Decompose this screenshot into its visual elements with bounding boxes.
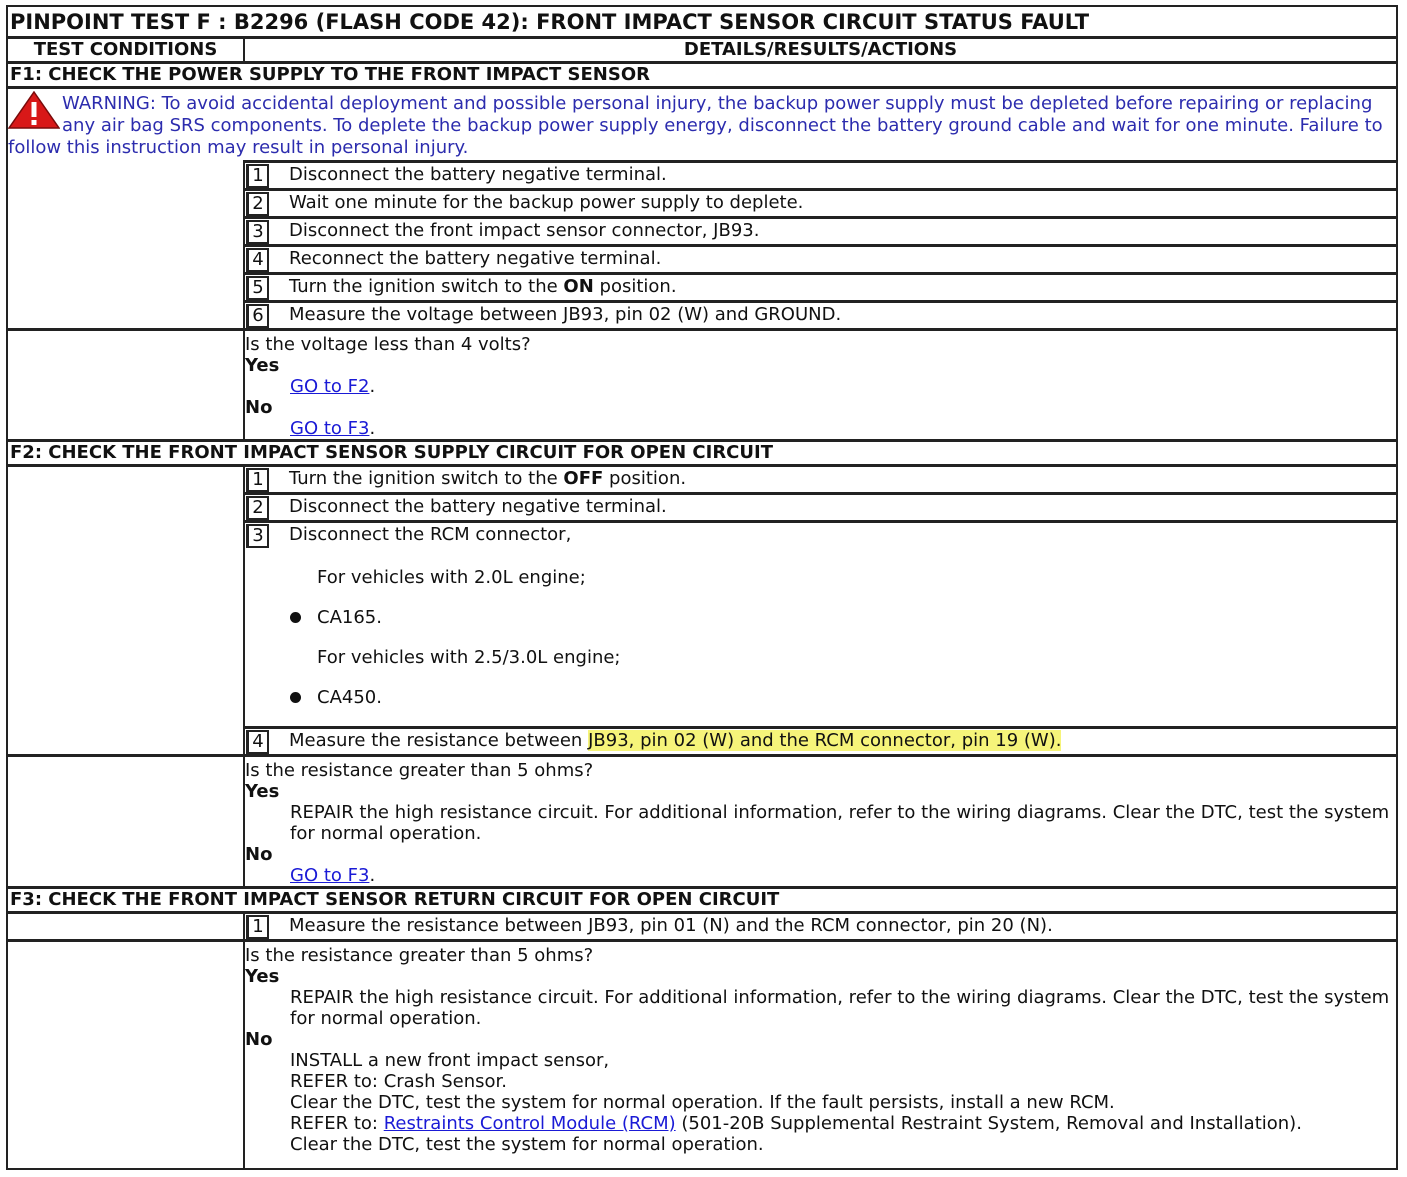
f1-step-3	[245, 216, 1396, 244]
step-text-bold: OFF	[563, 468, 604, 489]
f1-step-1	[245, 160, 1396, 188]
engine-2-0-note: For vehicles with 2.0L engine;	[317, 567, 586, 588]
step-text: Disconnect the RCM connector,	[289, 524, 572, 545]
f3-yes-action: REPAIR the high resistance circuit. For additional information, refer to the wiring diagrams. Clear the DTC, test the system for normal operation.	[290, 987, 1390, 1029]
section-f1-heading: F1: CHECK THE POWER SUPPLY TO THE FRONT IMPACT SENSOR	[8, 64, 1396, 89]
bullet-dot	[290, 612, 301, 623]
f1-steps	[245, 160, 1396, 328]
step-number: 5	[246, 276, 269, 300]
step-number: 2	[246, 496, 269, 520]
f2-question: Is the resistance greater than 5 ohms?	[245, 760, 594, 781]
f2-step-3-head	[245, 523, 1396, 548]
column-header	[8, 39, 1396, 64]
section-f3-heading: F3: CHECK THE FRONT IMPACT SENSOR RETURN CIRCUIT FOR OPEN CIRCUIT	[8, 889, 1396, 914]
no-label: No	[245, 844, 273, 865]
section-f2-heading: F2: CHECK THE FRONT IMPACT SENSOR SUPPLY CIRCUIT FOR OPEN CIRCUIT	[8, 442, 1396, 467]
warning-triangle-icon	[8, 91, 60, 129]
go-to-f3-link[interactable]: GO to F3	[290, 865, 370, 886]
f2-step-3	[245, 520, 1396, 708]
step-text: Disconnect the battery negative terminal.	[289, 164, 667, 185]
step-text: Measure the voltage between JB93, pin 02 (W) and GROUND.	[289, 304, 842, 325]
test-conditions-cell	[8, 331, 245, 439]
f2-step-2	[245, 492, 1396, 520]
step-number: 2	[246, 192, 269, 216]
f1-question: Is the voltage less than 4 volts?	[245, 334, 531, 355]
f3-steps	[245, 914, 1396, 939]
no-label: No	[245, 1029, 273, 1050]
step-text-bold: ON	[563, 276, 594, 297]
step-text: Disconnect the battery negative terminal.	[289, 496, 667, 517]
bullet-item	[245, 607, 1396, 628]
engine-2-5-3-0-note: For vehicles with 2.5/3.0L engine;	[317, 647, 621, 668]
yes-label: Yes	[245, 966, 280, 987]
refer-prefix: REFER to:	[290, 1113, 384, 1134]
yes-label: Yes	[245, 355, 280, 376]
no-label: No	[245, 397, 273, 418]
step-text	[269, 275, 677, 298]
step-text-post: position.	[603, 468, 687, 489]
bullet-text: CA450.	[317, 687, 382, 708]
f1-step-2	[245, 188, 1396, 216]
page-title: PINPOINT TEST F : B2296 (FLASH CODE 42): FRONT IMPACT SENSOR CIRCUIT STATUS FAULT	[8, 7, 1396, 39]
f3-no-line-5: Clear the DTC, test the system for normal operation.	[290, 1134, 764, 1155]
f1-no-action: GO to F3.	[290, 418, 376, 439]
f3-step-1	[245, 914, 1396, 939]
bullet-dot	[290, 692, 301, 703]
pinpoint-test-document	[6, 5, 1398, 1170]
step-number: 3	[246, 524, 269, 548]
f1-step-5	[245, 272, 1396, 300]
f2-step-4	[245, 726, 1396, 754]
f1-steps-row	[8, 160, 1396, 328]
f2-step-1	[245, 467, 1396, 492]
f3-question: Is the resistance greater than 5 ohms?	[245, 945, 594, 966]
f1-result	[245, 331, 1396, 439]
f3-no-line-1: INSTALL a new front impact sensor,	[290, 1050, 610, 1071]
details-results-header: DETAILS/RESULTS/ACTIONS	[683, 39, 958, 60]
highlighted-text: JB93, pin 02 (W) and the RCM connector, pin 19 (W).	[588, 730, 1062, 751]
f3-result-row	[8, 939, 1396, 1170]
step-text: Disconnect the front impact sensor connector, JB93.	[289, 220, 760, 241]
go-to-f2-link[interactable]: GO to F2	[290, 376, 370, 397]
step-number: 1	[246, 915, 269, 939]
test-conditions-cell	[8, 914, 245, 939]
step-text: Wait one minute for the backup power supply to deplete.	[289, 192, 804, 213]
step-number: 4	[246, 730, 269, 754]
step-number: 1	[246, 164, 269, 188]
step-text: Reconnect the battery negative terminal.	[289, 248, 662, 269]
f3-no-line-4	[245, 1113, 1396, 1134]
test-conditions-header: TEST CONDITIONS	[8, 39, 245, 61]
f1-yes-action: GO to F2.	[290, 376, 376, 397]
f1-result-row	[8, 328, 1396, 439]
step-text-post: position.	[593, 276, 677, 297]
go-to-f3-link[interactable]: GO to F3	[290, 418, 370, 439]
f1-step-4	[245, 244, 1396, 272]
f2-steps-row	[8, 467, 1396, 754]
warning-notice	[8, 89, 1396, 159]
yes-label: Yes	[245, 781, 280, 802]
step-number: 3	[246, 220, 269, 244]
f3-steps-row	[8, 914, 1396, 939]
step-number: 1	[246, 468, 269, 492]
step-text	[269, 467, 686, 490]
f3-no-line-3: Clear the DTC, test the system for normal operation. If the fault persists, install a new RCM.	[290, 1092, 1115, 1113]
f2-steps	[245, 467, 1396, 754]
step-text-pre: Turn the ignition switch to the	[289, 468, 564, 489]
f2-result	[245, 757, 1396, 886]
refer-suffix: (501-20B Supplemental Restraint System, Removal and Installation).	[675, 1113, 1302, 1134]
f3-no-line-2: REFER to: Crash Sensor.	[290, 1071, 507, 1092]
step-number: 6	[246, 304, 269, 328]
test-conditions-cell	[8, 160, 245, 328]
step-text: Measure the resistance between JB93, pin 01 (N) and the RCM connector, pin 20 (N).	[289, 915, 1053, 936]
f3-result	[245, 942, 1396, 1170]
test-conditions-cell	[8, 467, 245, 754]
restraints-control-module-link[interactable]: Restraints Control Module (RCM)	[383, 1113, 676, 1134]
step-text-pre: Turn the ignition switch to the	[289, 276, 564, 297]
step-text-pre: Measure the resistance between	[289, 730, 589, 751]
step-number: 4	[246, 248, 269, 272]
f2-yes-action: REPAIR the high resistance circuit. For additional information, refer to the wiring diagrams. Clear the DTC, test the system for normal operation.	[290, 802, 1390, 844]
warning-text: WARNING: To avoid accidental deployment and possible personal injury, the backup power supply must be depleted before repairing or replacing any air bag SRS components. To deplete the backup power supply energy, disconnect the battery ground cable and wait for one minute. Failure to follow this instruction may result in personal injury.	[8, 93, 1383, 158]
bullet-item	[245, 687, 1396, 708]
test-conditions-cell	[8, 942, 245, 1170]
f2-no-action: GO to F3.	[290, 865, 376, 886]
bullet-text: CA165.	[317, 607, 382, 628]
test-conditions-cell	[8, 757, 245, 886]
step-text	[269, 729, 1061, 752]
f1-step-6	[245, 300, 1396, 328]
f2-result-row	[8, 754, 1396, 886]
